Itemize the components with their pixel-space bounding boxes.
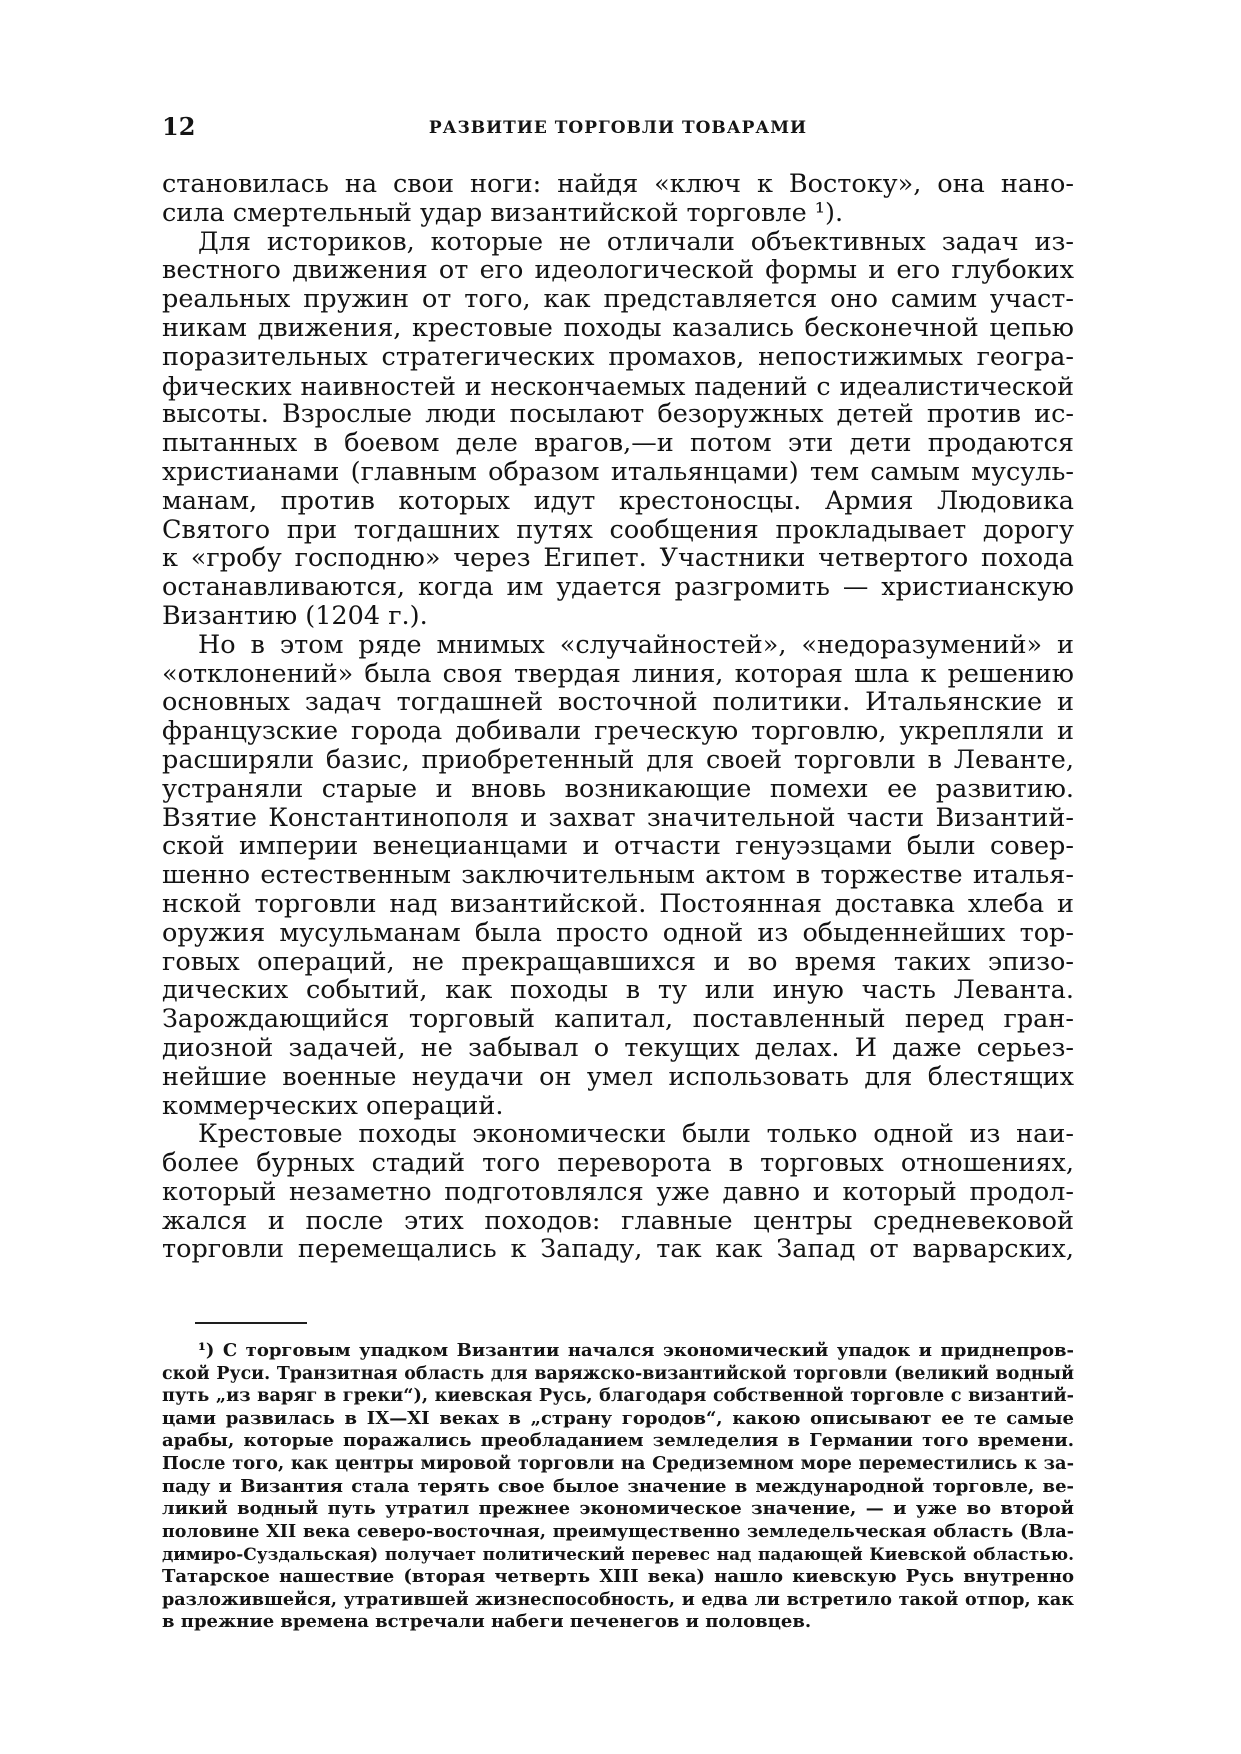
text-line: поразительных стратегических промахов, непостижимых геогра- <box>162 341 1074 372</box>
text-line: более бурных стадий того переворота в торговых отношениях, <box>162 1148 1074 1179</box>
page-header <box>162 112 1074 146</box>
footnote-line: разложившейся, утратившей жизнеспособность, и едва ли встретило такой отпор, как <box>162 1588 1074 1610</box>
footnote-line: путь „из варяг в греки“), киевская Русь, благодаря собственной торговле с византий- <box>162 1385 1074 1407</box>
text-line: «отклонений» была своя твердая линия, которая шла к решению <box>162 658 1074 689</box>
footnote-line: в прежние времена встречали набеги печенегов и половцев. <box>162 1611 812 1633</box>
text-line: устраняли старые и вновь возникающие помехи ее развитию. <box>162 773 1074 804</box>
text-line: Для историков, которые не отличали объективных задач из- <box>198 226 1074 257</box>
footnote-line: Татарское нашествие (вторая четверть XIII века) нашло киевскую Русь внутренно <box>162 1565 1074 1587</box>
text-line: Святого при тогдашних путях сообщения прокладывает дорогу <box>162 514 1074 545</box>
footnote <box>162 1340 1074 1634</box>
text-line: Зарождающийся торговый капитал, поставленный перед гран- <box>162 1004 1074 1035</box>
text-line: говых операций, не прекращавшихся и во время таких эпизо- <box>162 946 1074 977</box>
text-line: расширяли базис, приобретенный для своей торговли в Леванте, <box>162 744 1074 775</box>
text-line: нской торговли над византийской. Постоянная доставка хлеба и <box>162 888 1074 919</box>
text-line: сила смертельный удар византийской торговле ¹). <box>162 197 844 228</box>
text-line: Крестовые походы экономически были только одной из наи- <box>198 1119 1074 1150</box>
text-line: дических событий, как походы в ту или иную часть Леванта. <box>162 975 1074 1006</box>
footnote-line: паду и Византия стала терять свое былое значение в международной торговле, ве- <box>162 1475 1074 1497</box>
text-line: останавливаются, когда им удается разгромить — христианскую <box>162 572 1074 603</box>
text-line: Взятие Константинополя и захват значительной части Византий- <box>162 802 1074 833</box>
footnote-line: ликий водный путь утратил прежнее экономическое значение, — и уже во второй <box>162 1498 1074 1520</box>
footnote-separator <box>195 1322 307 1324</box>
text-line: вестного движения от его идеологической формы и его глубоких <box>162 255 1074 286</box>
text-line: пытанных в боевом деле врагов,—и потом эти дети продаются <box>162 428 1074 459</box>
main-text <box>162 170 1074 1264</box>
text-line: французские города добивали греческую торговлю, укрепляли и <box>162 716 1074 747</box>
text-line: ской империи венецианцами и отчасти генуэзцами были совер- <box>162 831 1074 862</box>
page-number: 12 <box>162 112 196 141</box>
footnote-line: цами развилась в IX—XI веках в „страну городов“, какою описывают ее те самые <box>162 1407 1074 1429</box>
text-line: нейшие военные неудачи он умел использовать для блестящих <box>162 1061 1074 1092</box>
text-line: основных задач тогдашней восточной политики. Итальянские и <box>162 687 1074 718</box>
text-line: диозной задачей, не забывал о текущих делах. И даже серьез- <box>162 1032 1074 1063</box>
text-line: фических наивностей и нескончаемых падений с идеалистической <box>162 370 1074 401</box>
text-line: торговли перемещались к Западу, так как Запад от варварских, <box>162 1234 1074 1265</box>
footnote-line: ¹) С торговым упадком Византии начался экономический упадок и приднепров- <box>198 1340 1074 1361</box>
text-line: коммерческих операций. <box>162 1090 504 1121</box>
text-line: христианами (главным образом итальянцами) тем самым мусуль- <box>162 456 1074 487</box>
text-line: Но в этом ряде мнимых «случайностей», «недоразумений» и <box>198 629 1074 660</box>
text-line: реальных пружин от того, как представляется оно самим участ- <box>162 284 1074 315</box>
footnote-line: димиро-Суздальская) получает политический перевес над падающей Киевской областью. <box>162 1544 1074 1565</box>
footnote-line: половине XII века северо-восточная, преимущественно земледельческая область (Вла- <box>162 1521 1074 1542</box>
text-line: высоты. Взрослые люди посылают безоружных детей против ис- <box>162 399 1074 430</box>
text-line: становилась на свои ноги: найдя «ключ к Востоку», она нано- <box>162 169 1074 199</box>
text-line: который незаметно подготовлялся уже давно и который продол- <box>162 1176 1074 1207</box>
text-line: манам, против которых идут крестоносцы. Армия Людовика <box>162 485 1074 516</box>
running-title: РАЗВИТИЕ ТОРГОВЛИ ТОВАРАМИ <box>428 118 808 138</box>
text-line: к «гробу господню» через Египет. Участники четвертого похода <box>162 543 1074 574</box>
text-line: Византию (1204 г.). <box>162 600 428 631</box>
footnote-line: После того, как центры мировой торговли на Средиземном море переместились к за- <box>162 1452 1074 1474</box>
footnote-line: арабы, которые поражались преобладанием земледелия в Германии того времени. <box>162 1430 1074 1452</box>
footnote-line: ской Руси. Транзитная область для варяжско-византийской торговли (великий водный <box>162 1363 1074 1384</box>
text-line: никам движения, крестовые походы казались бесконечной цепью <box>162 312 1074 343</box>
text-line: шенно естественным заключительным актом в торжестве италья- <box>162 860 1074 891</box>
text-line: жался и после этих походов: главные центры средневековой <box>162 1205 1074 1236</box>
text-line: оружия мусульманам была просто одной из обыденнейших тор- <box>162 917 1074 948</box>
